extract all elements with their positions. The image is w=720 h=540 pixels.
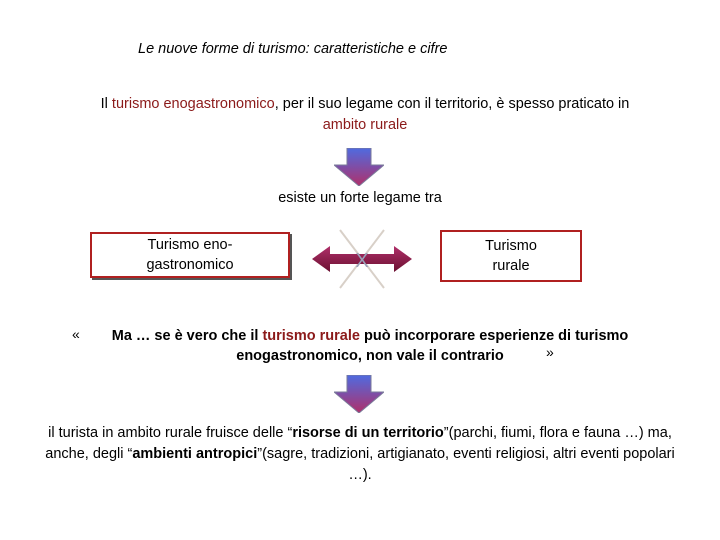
intro-highlight-rurale: ambito rurale xyxy=(322,117,408,133)
conclusion-text-3: ”(sagre, tradizioni, artigianato, eventi religiosi, altri eventi popolari …). xyxy=(257,446,675,483)
box-right-label: Turismo rurale xyxy=(485,238,537,274)
connector-text: esiste un forte legame tra xyxy=(278,190,442,206)
quote-close: » xyxy=(546,344,554,360)
statement-paragraph xyxy=(100,326,640,366)
conclusion-bold-ambienti: ambienti antropici xyxy=(132,446,258,462)
double-arrow-icon xyxy=(312,228,412,290)
conclusion-text-2: ”(parchi, fiumi, flora e fauna …) ma, anche, degli “ xyxy=(45,425,672,462)
intro-text-1: Il xyxy=(100,96,112,112)
box-turismo-rurale xyxy=(440,230,582,282)
statement-text-2: può incorporare esperienze di turismo enogastronomico, non vale il contrario xyxy=(236,328,629,364)
conclusion-text-1: il turista in ambito rurale fruisce delle “ xyxy=(48,425,293,441)
cross-mark: X xyxy=(355,250,369,272)
intro-paragraph xyxy=(90,94,640,136)
down-arrow-icon xyxy=(334,148,384,186)
box-left-label: Turismo eno-gastronomico xyxy=(146,237,234,273)
slide-title: Le nuove forme di turismo: caratteristiche e cifre xyxy=(138,41,448,57)
conclusion-paragraph xyxy=(40,423,680,486)
intro-text-2: , per il suo legame con il territorio, è spesso praticato in xyxy=(274,96,630,112)
statement-highlight: turismo rurale xyxy=(262,328,360,344)
down-arrow-icon-2 xyxy=(334,375,384,413)
quote-open: « xyxy=(72,326,80,342)
box-turismo-enogastronomico xyxy=(90,232,290,278)
statement-text-1: Ma … se è vero che il xyxy=(111,328,263,344)
intro-highlight-enogastronomico: turismo enogastronomico xyxy=(111,96,275,112)
conclusion-bold-risorse: risorse di un territorio xyxy=(292,425,444,441)
